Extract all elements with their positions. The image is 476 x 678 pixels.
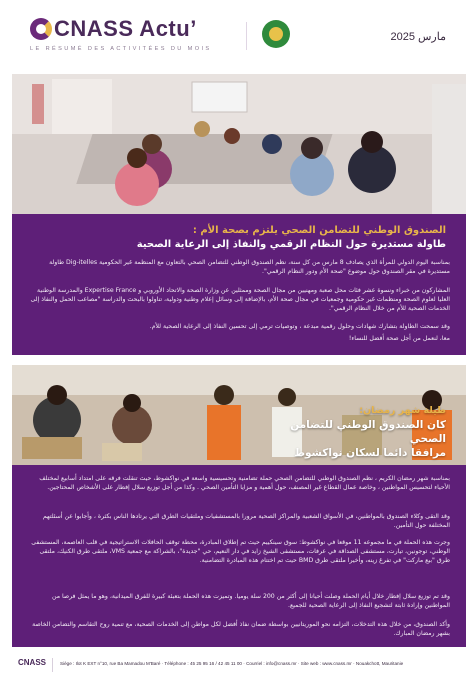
- footer-contact: Siège : Ilot K EXT n°10, rue Ba Mamadou M'Baré · Téléphone : 45 25 95 16 / 42 45 11 00 · Courriel : info@cnass.mr · Site web : www.cnass.mr · Nouakchott, Mauritanie: [60, 661, 404, 666]
- article-2-paragraph-3: وجرت هذه الحملة في ما مجموعه 11 موقعا في نواكشوط: سوق سينكييم حيث تم إطلاق المبادرة، محطة توقف الحافلات الاستراتيجية في قلب العاصمة، المستشفى الوطني، توجونين، تيارت، مستشفى الصداقة في عرفات، مستشفى الشيخ زايد في دار النعيم، حي "جديدة"، بالشراكة مع جمعية VMS، ملتقى طرق الكنيك، ملتقى طرق "بيع ماركت" في تفرغ زينه، وأخيرا ملتقى طرق BMD حيث تم اختتام هذه المبادرة التضامنية.: [31, 539, 450, 564]
- article-2-heading: [266, 404, 446, 460]
- footer: [0, 650, 476, 678]
- header: [0, 0, 476, 74]
- article-2-paragraph-2: وقد التقى وكلاء الصندوق بالمواطنين، في الأسواق الشعبية والمراكز الصحية مرورا بالمستشفيات وملتقيات الطرق التي يرتادها الناس بكثرة ، وأجابوا عن أسئلتهم المختلفة حول التأمين.: [42, 513, 450, 529]
- article-2-paragraph-4: وقد تم توزيع سلال إفطار خلال أيام الحملة وصلت أحيانا إلى أكثر من 200 سلة يوميا. وتميزت هذه الحملة بتعبئة كبيرة للفرق الميدانية، وهو ما يمثل فرصا من المواطنين وإرادة ثابتة لتشجيع النفاذ إلى الرعاية الصحية للجميع.: [52, 593, 450, 609]
- footer-divider: [52, 658, 53, 672]
- article-2-paragraph-1: بمناسبة شهر رمضان الكريم ، نظم الصندوق الوطني للتضامن الصحي حملة تضامنية وتحسيسية واسعة في نواكشوط، حيث تنقلت فرقه على امتداد أسابيع لمختلف الأحياء لتحسيس المواطنين ، وخاصة عمال القطاع غير المصنف، حول أهمية و مزايا التأمين الصحي . وكذا من أجل توزيع سلال إفطار على الأشخاص المحتاجين.: [39, 475, 450, 491]
- header-divider: [246, 22, 247, 50]
- article-1-paragraph-1: بمناسبة اليوم الدولي للمرأة الذي يصادف 8 مارس من كل سنة، نظم الصندوق الوطني للتضامن الصحي بالتعاون مع المنظمة غير الحكومية Dig-itelles طاولة مستديرة في مقر الصندوق حول موضوع "صحة الأم ودور النظام الرقمي".: [49, 259, 450, 275]
- article-2-kicker: طيلة شهر رمضان:: [359, 405, 446, 416]
- article-1-title: طاولة مستديرة حول النظام الرقمي والنفاذ إلى الرعاية الصحية: [136, 239, 446, 250]
- footer-logo: CNASS: [18, 658, 47, 667]
- logo-text: CNASS Actu’: [54, 16, 197, 41]
- article-1-paragraph-2: المشاركون من خبراء ونسوة عشر فئات محل صعبة ومهنيين من مجال الصحة وممثلين عن وزارة الصحة والاتحاد الأوروبي و Expertise France والمدرسة الوطنية العليا لعلوم الصحة ومنظمات غير حكومية وجمعيات في مجال صحة الأم، بالإضافة إلى وسائل إعلام وطنية ودولية، تناولوا بالبحث والدراسة "مصاعب الحمل والنفاذ إلى الخدمات الصحية للأم من خلال النظام الرقمي".: [30, 287, 450, 312]
- issue-date: مارس 2025: [390, 31, 446, 43]
- logo-tagline: LE RÉSUMÉ DES ACTIVITÉES DU MOIS: [30, 46, 212, 52]
- article-1-paragraph-4: معا، لنعمل من أجل صحة أفضل للنساء!: [348, 335, 450, 342]
- article-1-kicker: الصندوق الوطني للتضامن الصحي يلتزم بصحة الأم :: [192, 225, 446, 236]
- article-1-paragraph-3: وقد سمحت الطاولة بتشارك شهادات وحلول رقمية مبدعة ، وتوصيات ترمي إلى تحسين النفاذ إلى الرعاية الصحية للأم.: [149, 323, 450, 330]
- article-2-title-line-1: كان الصندوق الوطني للتضامن الصحي: [290, 419, 446, 445]
- meeting-room-photo-icon: [12, 74, 466, 214]
- article-1-heading: [36, 224, 446, 252]
- article-2-paragraph-5: وأكد الصندوق، من خلال هذه التدخلات، التزامه نحو الموريتانيين بواسطة ضمان نفاذ أفضل لكل مواطن إلى الخدمات الصحية، مع تنمية روح التقاسم والتضامن الخاصة بشهر رمضان المبارك.: [32, 621, 450, 637]
- article-2-title-line-2: مرافقا دائما لسكان نواكشوط: [294, 447, 446, 459]
- mauritania-emblem-icon: [262, 20, 290, 48]
- cnass-logo: [30, 14, 197, 44]
- logo-c-icon: [30, 18, 52, 40]
- meeting-room-photo: [12, 74, 466, 214]
